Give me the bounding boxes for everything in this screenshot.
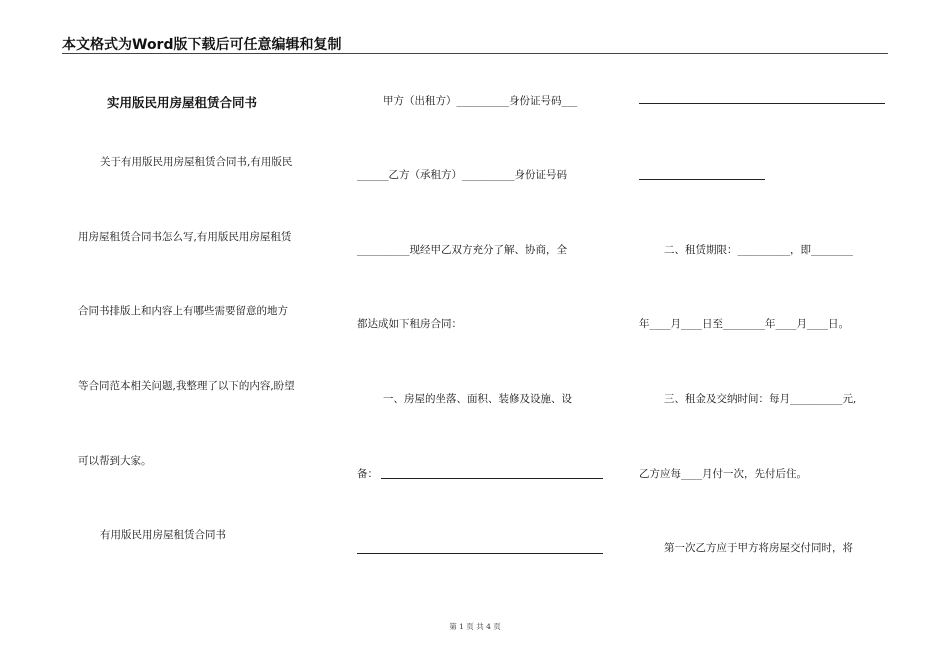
body-line: 关于有用版民用房屋租赁合同书,有用版民 (100, 156, 293, 168)
body-line: 甲方（出租方）__________身份证号码___ (383, 95, 578, 107)
body-line: 合同书排版上和内容上有哪些需要留意的地方 (78, 305, 288, 317)
body-line: 一、房屋的坐落、面积、装修及设施、设 (383, 393, 572, 405)
body-line: 二、租赁期限：__________，即________ (664, 244, 853, 256)
body-line: 备： (357, 468, 378, 480)
document-title: 实用版民用房屋租赁合同书 (107, 95, 258, 110)
section-heading: 有用版民用房屋租赁合同书 (100, 529, 226, 541)
body-line: 第一次乙方应于甲方将房屋交付同时，将 (664, 542, 853, 554)
fill-in-line (639, 179, 765, 180)
body-line: __________现经甲乙双方充分了解、协商，全 (357, 244, 567, 256)
document-header: 本文格式为Word版下载后可任意编辑和复制 (62, 37, 342, 53)
body-line: 三、租金及交纳时间：每月__________元, (664, 393, 857, 405)
fill-in-line (639, 103, 885, 104)
body-line: 都达成如下租房合同： (357, 318, 462, 330)
body-line: 等合同范本相关问题,我整理了以下的内容,盼望 (78, 380, 295, 392)
body-line: 年____月____日至________年____月____日。 (639, 318, 849, 330)
page-number: 第 1 页 共 4 页 (449, 622, 501, 631)
body-line: ______乙方（承租方）__________身份证号码 (357, 169, 567, 181)
fill-in-line (381, 478, 603, 479)
body-line: 乙方应每____月付一次，先付后住。 (639, 468, 807, 480)
header-divider (62, 53, 888, 54)
body-line: 可以帮到大家。 (78, 455, 152, 467)
fill-in-line (357, 553, 603, 554)
body-line: 用房屋租赁合同书怎么写,有用版民用房屋租赁 (78, 231, 292, 243)
